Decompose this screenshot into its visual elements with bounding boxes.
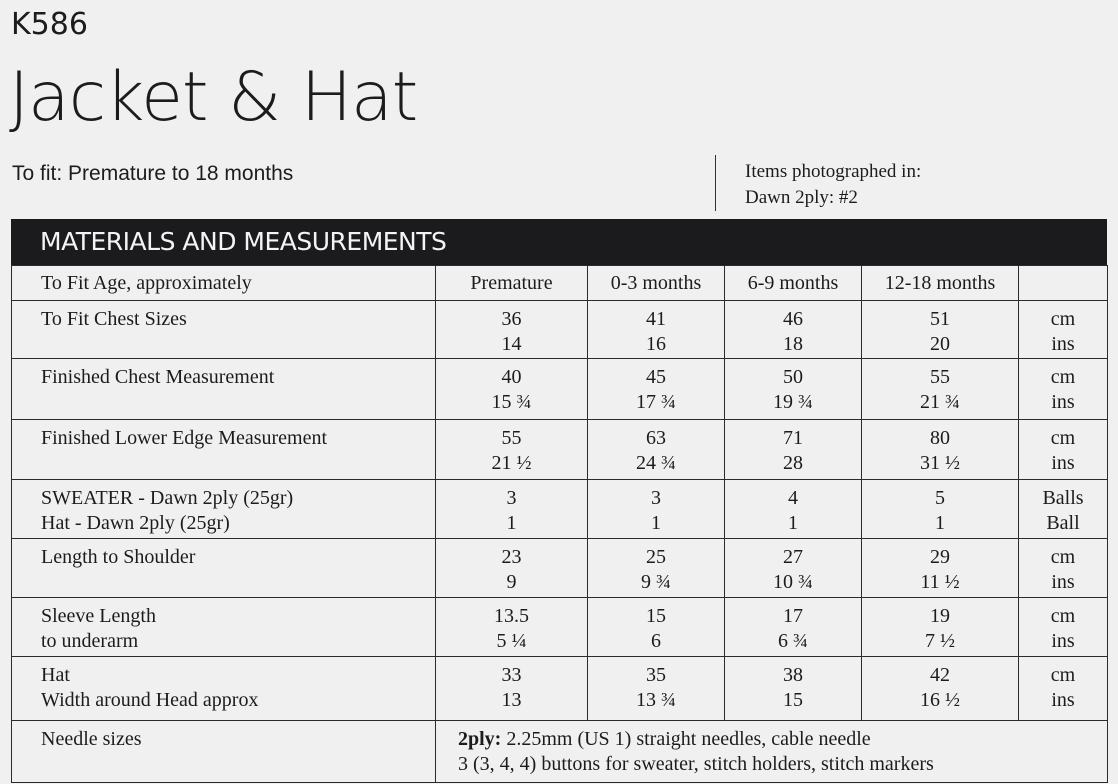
row-label-line-2: Width around Head approx bbox=[41, 689, 259, 711]
value-cell bbox=[436, 480, 588, 539]
value-imperial: 6 bbox=[651, 630, 661, 652]
value-imperial: 21 ½ bbox=[491, 452, 532, 474]
size-0-3-months: 0-3 months bbox=[588, 266, 725, 301]
value-metric: 3 bbox=[506, 487, 517, 509]
unit-cell bbox=[1019, 539, 1108, 598]
value-imperial: 5 ¼ bbox=[496, 630, 527, 652]
unit-2: ins bbox=[1051, 333, 1075, 355]
value-metric: 38 bbox=[783, 664, 803, 686]
needle-row bbox=[12, 721, 1108, 783]
row-label bbox=[12, 539, 436, 598]
value-cell bbox=[725, 301, 862, 359]
table-row bbox=[12, 359, 1108, 420]
value-metric: 29 bbox=[930, 546, 950, 568]
pattern-title: Jacket & Hat bbox=[9, 58, 418, 137]
value-imperial: 1 bbox=[788, 512, 798, 534]
value-imperial: 1 bbox=[506, 512, 517, 534]
value-imperial: 13 ¾ bbox=[636, 689, 676, 711]
pattern-code: K586 bbox=[11, 7, 88, 42]
table-row bbox=[12, 657, 1108, 721]
row-label bbox=[12, 420, 436, 480]
value-cell bbox=[862, 539, 1019, 598]
value-cell bbox=[436, 657, 588, 721]
unit-1: cm bbox=[1050, 427, 1076, 449]
value-imperial: 19 ¾ bbox=[773, 391, 813, 413]
value-metric: 35 bbox=[646, 664, 666, 686]
unit-cell bbox=[1019, 359, 1108, 420]
value-metric: 27 bbox=[783, 546, 803, 568]
photographed-line-1: Items photographed in: bbox=[745, 161, 922, 182]
unit-2: ins bbox=[1051, 571, 1075, 593]
value-cell bbox=[862, 420, 1019, 480]
value-imperial: 13 bbox=[501, 689, 522, 711]
value-imperial: 11 ½ bbox=[920, 571, 960, 593]
unit-1: cm bbox=[1050, 308, 1076, 330]
value-cell bbox=[862, 359, 1019, 420]
row-label bbox=[12, 480, 436, 539]
size-premature: Premature bbox=[436, 266, 588, 301]
needle-label-text: Needle sizes bbox=[41, 728, 142, 750]
value-imperial: 6 ¾ bbox=[778, 630, 808, 652]
row-label-line-1: To Fit Chest Sizes bbox=[41, 308, 187, 330]
row-label-line-2: to underarm bbox=[41, 630, 139, 652]
value-imperial: 7 ½ bbox=[925, 630, 955, 652]
divider bbox=[715, 155, 716, 211]
value-imperial: 28 bbox=[783, 452, 803, 474]
row-label-line-1: Sleeve Length bbox=[41, 605, 156, 627]
unit-2: ins bbox=[1051, 452, 1075, 474]
unit-2: ins bbox=[1051, 630, 1075, 652]
value-metric: 45 bbox=[646, 366, 666, 388]
value-metric: 80 bbox=[930, 427, 950, 449]
header-row bbox=[12, 266, 1108, 301]
unit-1: cm bbox=[1050, 366, 1076, 388]
header-label: To Fit Age, approximately bbox=[12, 266, 436, 301]
unit-header bbox=[1019, 266, 1108, 301]
value-metric: 46 bbox=[783, 308, 803, 330]
value-metric: 55 bbox=[501, 427, 522, 449]
unit-cell bbox=[1019, 598, 1108, 657]
value-metric: 5 bbox=[935, 487, 945, 509]
value-imperial: 16 bbox=[646, 333, 666, 355]
value-imperial: 16 ½ bbox=[920, 689, 960, 711]
value-metric: 36 bbox=[501, 308, 522, 330]
needle-label bbox=[12, 721, 436, 783]
unit-cell bbox=[1019, 420, 1108, 480]
to-fit-text: To fit: Premature to 18 months bbox=[12, 162, 294, 185]
value-imperial: 1 bbox=[651, 512, 661, 534]
value-imperial: 14 bbox=[501, 333, 522, 355]
value-metric: 33 bbox=[501, 664, 522, 686]
value-metric: 25 bbox=[646, 546, 666, 568]
section-title: MATERIALS AND MEASUREMENTS bbox=[40, 227, 447, 256]
needle-details bbox=[436, 721, 1108, 783]
value-imperial: 10 ¾ bbox=[773, 571, 813, 593]
unit-2: ins bbox=[1051, 391, 1075, 413]
value-cell bbox=[862, 657, 1019, 721]
unit-cell bbox=[1019, 480, 1108, 539]
value-cell bbox=[588, 480, 725, 539]
value-metric: 15 bbox=[646, 605, 666, 627]
value-cell bbox=[588, 301, 725, 359]
row-label bbox=[12, 359, 436, 420]
value-cell bbox=[588, 598, 725, 657]
value-imperial: 17 ¾ bbox=[636, 391, 676, 413]
unit-2: ins bbox=[1051, 689, 1075, 711]
value-imperial: 20 bbox=[930, 333, 950, 355]
value-metric: 42 bbox=[930, 664, 950, 686]
value-imperial: 15 bbox=[783, 689, 803, 711]
value-metric: 13.5 bbox=[494, 605, 529, 627]
value-cell bbox=[725, 539, 862, 598]
needle-line-1-text: 2.25mm (US 1) straight needles, cable needle bbox=[501, 728, 871, 750]
table-row bbox=[12, 539, 1108, 598]
value-metric: 3 bbox=[651, 487, 661, 509]
value-cell bbox=[725, 598, 862, 657]
value-metric: 23 bbox=[501, 546, 522, 568]
table-row bbox=[12, 480, 1108, 539]
size-12-18-months: 12-18 months bbox=[862, 266, 1019, 301]
value-metric: 19 bbox=[930, 605, 950, 627]
value-metric: 4 bbox=[788, 487, 798, 509]
value-cell bbox=[436, 539, 588, 598]
value-cell bbox=[725, 657, 862, 721]
photographed-line-2: Dawn 2ply: #2 bbox=[745, 187, 858, 208]
value-imperial: 31 ½ bbox=[920, 452, 960, 474]
row-label bbox=[12, 657, 436, 721]
value-cell bbox=[588, 539, 725, 598]
needle-line-2: 3 (3, 4, 4) buttons for sweater, stitch holders, stitch markers bbox=[458, 753, 934, 775]
value-metric: 17 bbox=[783, 605, 803, 627]
row-label bbox=[12, 598, 436, 657]
section-banner bbox=[11, 219, 1107, 265]
row-label bbox=[12, 301, 436, 359]
value-cell bbox=[436, 301, 588, 359]
value-metric: 41 bbox=[646, 308, 666, 330]
table-row bbox=[12, 598, 1108, 657]
value-cell bbox=[862, 598, 1019, 657]
value-cell bbox=[862, 301, 1019, 359]
value-imperial: 15 ¾ bbox=[491, 391, 532, 413]
value-cell bbox=[436, 598, 588, 657]
unit-2: Ball bbox=[1046, 512, 1080, 534]
value-cell bbox=[725, 480, 862, 539]
row-label-line-1: Finished Chest Measurement bbox=[41, 366, 275, 388]
value-cell bbox=[436, 420, 588, 480]
size-6-9-months: 6-9 months bbox=[725, 266, 862, 301]
value-imperial: 24 ¾ bbox=[636, 452, 676, 474]
value-metric: 55 bbox=[930, 366, 950, 388]
value-cell bbox=[588, 420, 725, 480]
value-imperial: 21 ¾ bbox=[920, 391, 960, 413]
value-imperial: 18 bbox=[783, 333, 803, 355]
value-cell bbox=[588, 657, 725, 721]
photographed-note bbox=[745, 159, 921, 211]
unit-1: cm bbox=[1050, 664, 1076, 686]
value-metric: 50 bbox=[783, 366, 803, 388]
row-label-line-1: SWEATER - Dawn 2ply (25gr) bbox=[41, 487, 294, 509]
value-cell bbox=[588, 359, 725, 420]
row-label-line-1: Length to Shoulder bbox=[41, 546, 196, 568]
needle-line-1 bbox=[458, 727, 1107, 752]
value-imperial: 9 bbox=[506, 571, 517, 593]
table-row bbox=[12, 420, 1108, 480]
unit-1: Balls bbox=[1042, 487, 1084, 509]
row-label-line-1: Finished Lower Edge Measurement bbox=[41, 427, 328, 449]
needle-ply: 2ply: bbox=[458, 728, 502, 750]
value-metric: 63 bbox=[646, 427, 666, 449]
value-cell bbox=[436, 359, 588, 420]
unit-cell bbox=[1019, 301, 1108, 359]
row-label-line-2: Hat - Dawn 2ply (25gr) bbox=[41, 512, 230, 534]
value-imperial: 1 bbox=[935, 512, 945, 534]
unit-cell bbox=[1019, 657, 1108, 721]
unit-1: cm bbox=[1050, 546, 1076, 568]
value-cell bbox=[725, 420, 862, 480]
table-row bbox=[12, 301, 1108, 359]
value-cell bbox=[725, 359, 862, 420]
value-imperial: 9 ¾ bbox=[641, 571, 671, 593]
value-metric: 40 bbox=[501, 366, 522, 388]
value-metric: 71 bbox=[783, 427, 803, 449]
value-metric: 51 bbox=[930, 308, 950, 330]
value-cell bbox=[862, 480, 1019, 539]
measurements-table bbox=[11, 265, 1108, 783]
unit-1: cm bbox=[1050, 605, 1076, 627]
row-label-line-1: Hat bbox=[41, 664, 70, 686]
